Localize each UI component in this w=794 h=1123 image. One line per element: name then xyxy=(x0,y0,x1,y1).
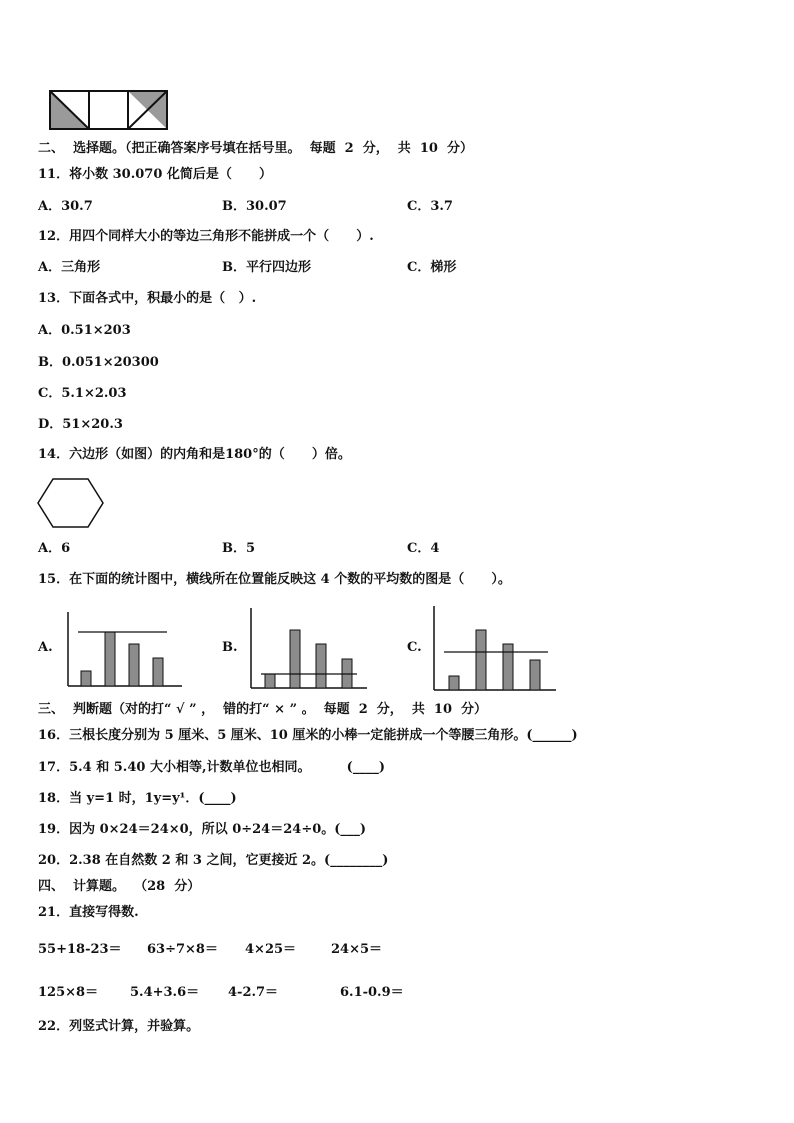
chart-a xyxy=(68,612,182,686)
calc-8: 6.1-0.9＝ xyxy=(340,985,404,1000)
q14-stem: 14．六边形（如图）的内角和是180°的（ ）倍。 xyxy=(38,447,351,462)
calc-2: 63÷7×8＝ xyxy=(147,942,218,957)
calc-1: 55+18-23＝ xyxy=(38,942,122,957)
q13-option-a: A．0.51×203 xyxy=(38,323,131,338)
q17: 17．5.4 和 5.40 大小相等,计数单位也相同。 (____) xyxy=(38,760,385,775)
q16: 16．三根长度分别为 5 厘米、5 厘米、10 厘米的小棒一定能拼成一个等腰三角形。(______) xyxy=(38,728,578,743)
q12-option-b: B．平行四边形 xyxy=(222,260,311,275)
q22-stem: 22．列竖式计算，并验算。 xyxy=(38,1019,200,1034)
q15-option-c: C. xyxy=(407,640,422,655)
q20: 20．2.38 在自然数 2 和 3 之间，它更接近 2。(________) xyxy=(38,853,389,868)
q15-stem: 15．在下面的统计图中，横线所在位置能反映这 4 个数的平均数的图是（ ）。 xyxy=(38,572,511,587)
q14-option-a: A．6 xyxy=(38,541,71,556)
section3-header: 三、 判断题（对的打“ √ ” ， 错的打“ × ” 。 每题 2 分， 共 10 分） xyxy=(38,702,488,717)
q13-option-b: B．0.051×20300 xyxy=(38,355,159,370)
chart-a-bar-4 xyxy=(153,658,163,686)
q19: 19．因为 0×24＝24×0，所以 0÷24＝24÷0。(___) xyxy=(38,822,367,837)
q12-stem: 12．用四个同样大小的等边三角形不能拼成一个（ ）. xyxy=(38,229,374,244)
q21-stem: 21．直接写得数. xyxy=(38,905,139,920)
q12-option-c: C．梯形 xyxy=(407,260,457,275)
q11-stem: 11．将小数 30.070 化简后是（ ） xyxy=(38,167,273,182)
q13-stem: 13．下面各式中，积最小的是（ ）. xyxy=(38,291,257,306)
section4-header: 四、 计算题。 （28 分） xyxy=(38,879,201,894)
shaded-triangle-left xyxy=(50,91,89,129)
q14-option-b: B．5 xyxy=(222,541,256,556)
chart-b-bar-4 xyxy=(342,659,352,688)
chart-c xyxy=(434,606,556,690)
q11-option-c: C．3.7 xyxy=(407,199,453,214)
chart-b-bar-3 xyxy=(316,644,326,688)
calc-5: 125×8＝ xyxy=(38,985,99,1000)
calc-4: 24×5＝ xyxy=(331,942,383,957)
hexagon-shape xyxy=(38,479,103,527)
chart-a-bar-3 xyxy=(129,644,139,686)
q12-option-a: A．三角形 xyxy=(38,260,101,275)
chart-c-bar-4 xyxy=(530,660,540,690)
q15-option-a: A. xyxy=(38,640,53,655)
chart-a-bar-2 xyxy=(105,632,115,686)
chart-c-bar-3 xyxy=(503,644,513,690)
q14-option-c: C．4 xyxy=(407,541,440,556)
chart-b-bar-1 xyxy=(265,674,275,688)
chart-c-bar-1 xyxy=(449,676,459,690)
q11-option-b: B．30.07 xyxy=(222,199,287,214)
section2-header: 二、 选择题。（把正确答案序号填在括号里。 每题 2 分， 共 10 分） xyxy=(38,141,473,156)
chart-c-bar-2 xyxy=(476,630,486,690)
chart-b xyxy=(251,608,367,688)
q18: 18．当 y=1 时，1y=y¹．(____) xyxy=(38,791,237,806)
shaded-triangle-right xyxy=(128,91,167,129)
q13-option-d: D．51×20.3 xyxy=(38,417,123,432)
q11-option-a: A．30.7 xyxy=(38,199,93,214)
q15-option-b: B. xyxy=(222,640,238,655)
chart-a-bar-1 xyxy=(81,671,91,686)
q13-option-c: C．5.1×2.03 xyxy=(38,386,127,401)
calc-7: 4-2.7＝ xyxy=(228,985,279,1000)
calc-6: 5.4+3.6＝ xyxy=(130,985,200,1000)
chart-b-bar-2 xyxy=(290,630,300,688)
calc-3: 4×25＝ xyxy=(245,942,297,957)
